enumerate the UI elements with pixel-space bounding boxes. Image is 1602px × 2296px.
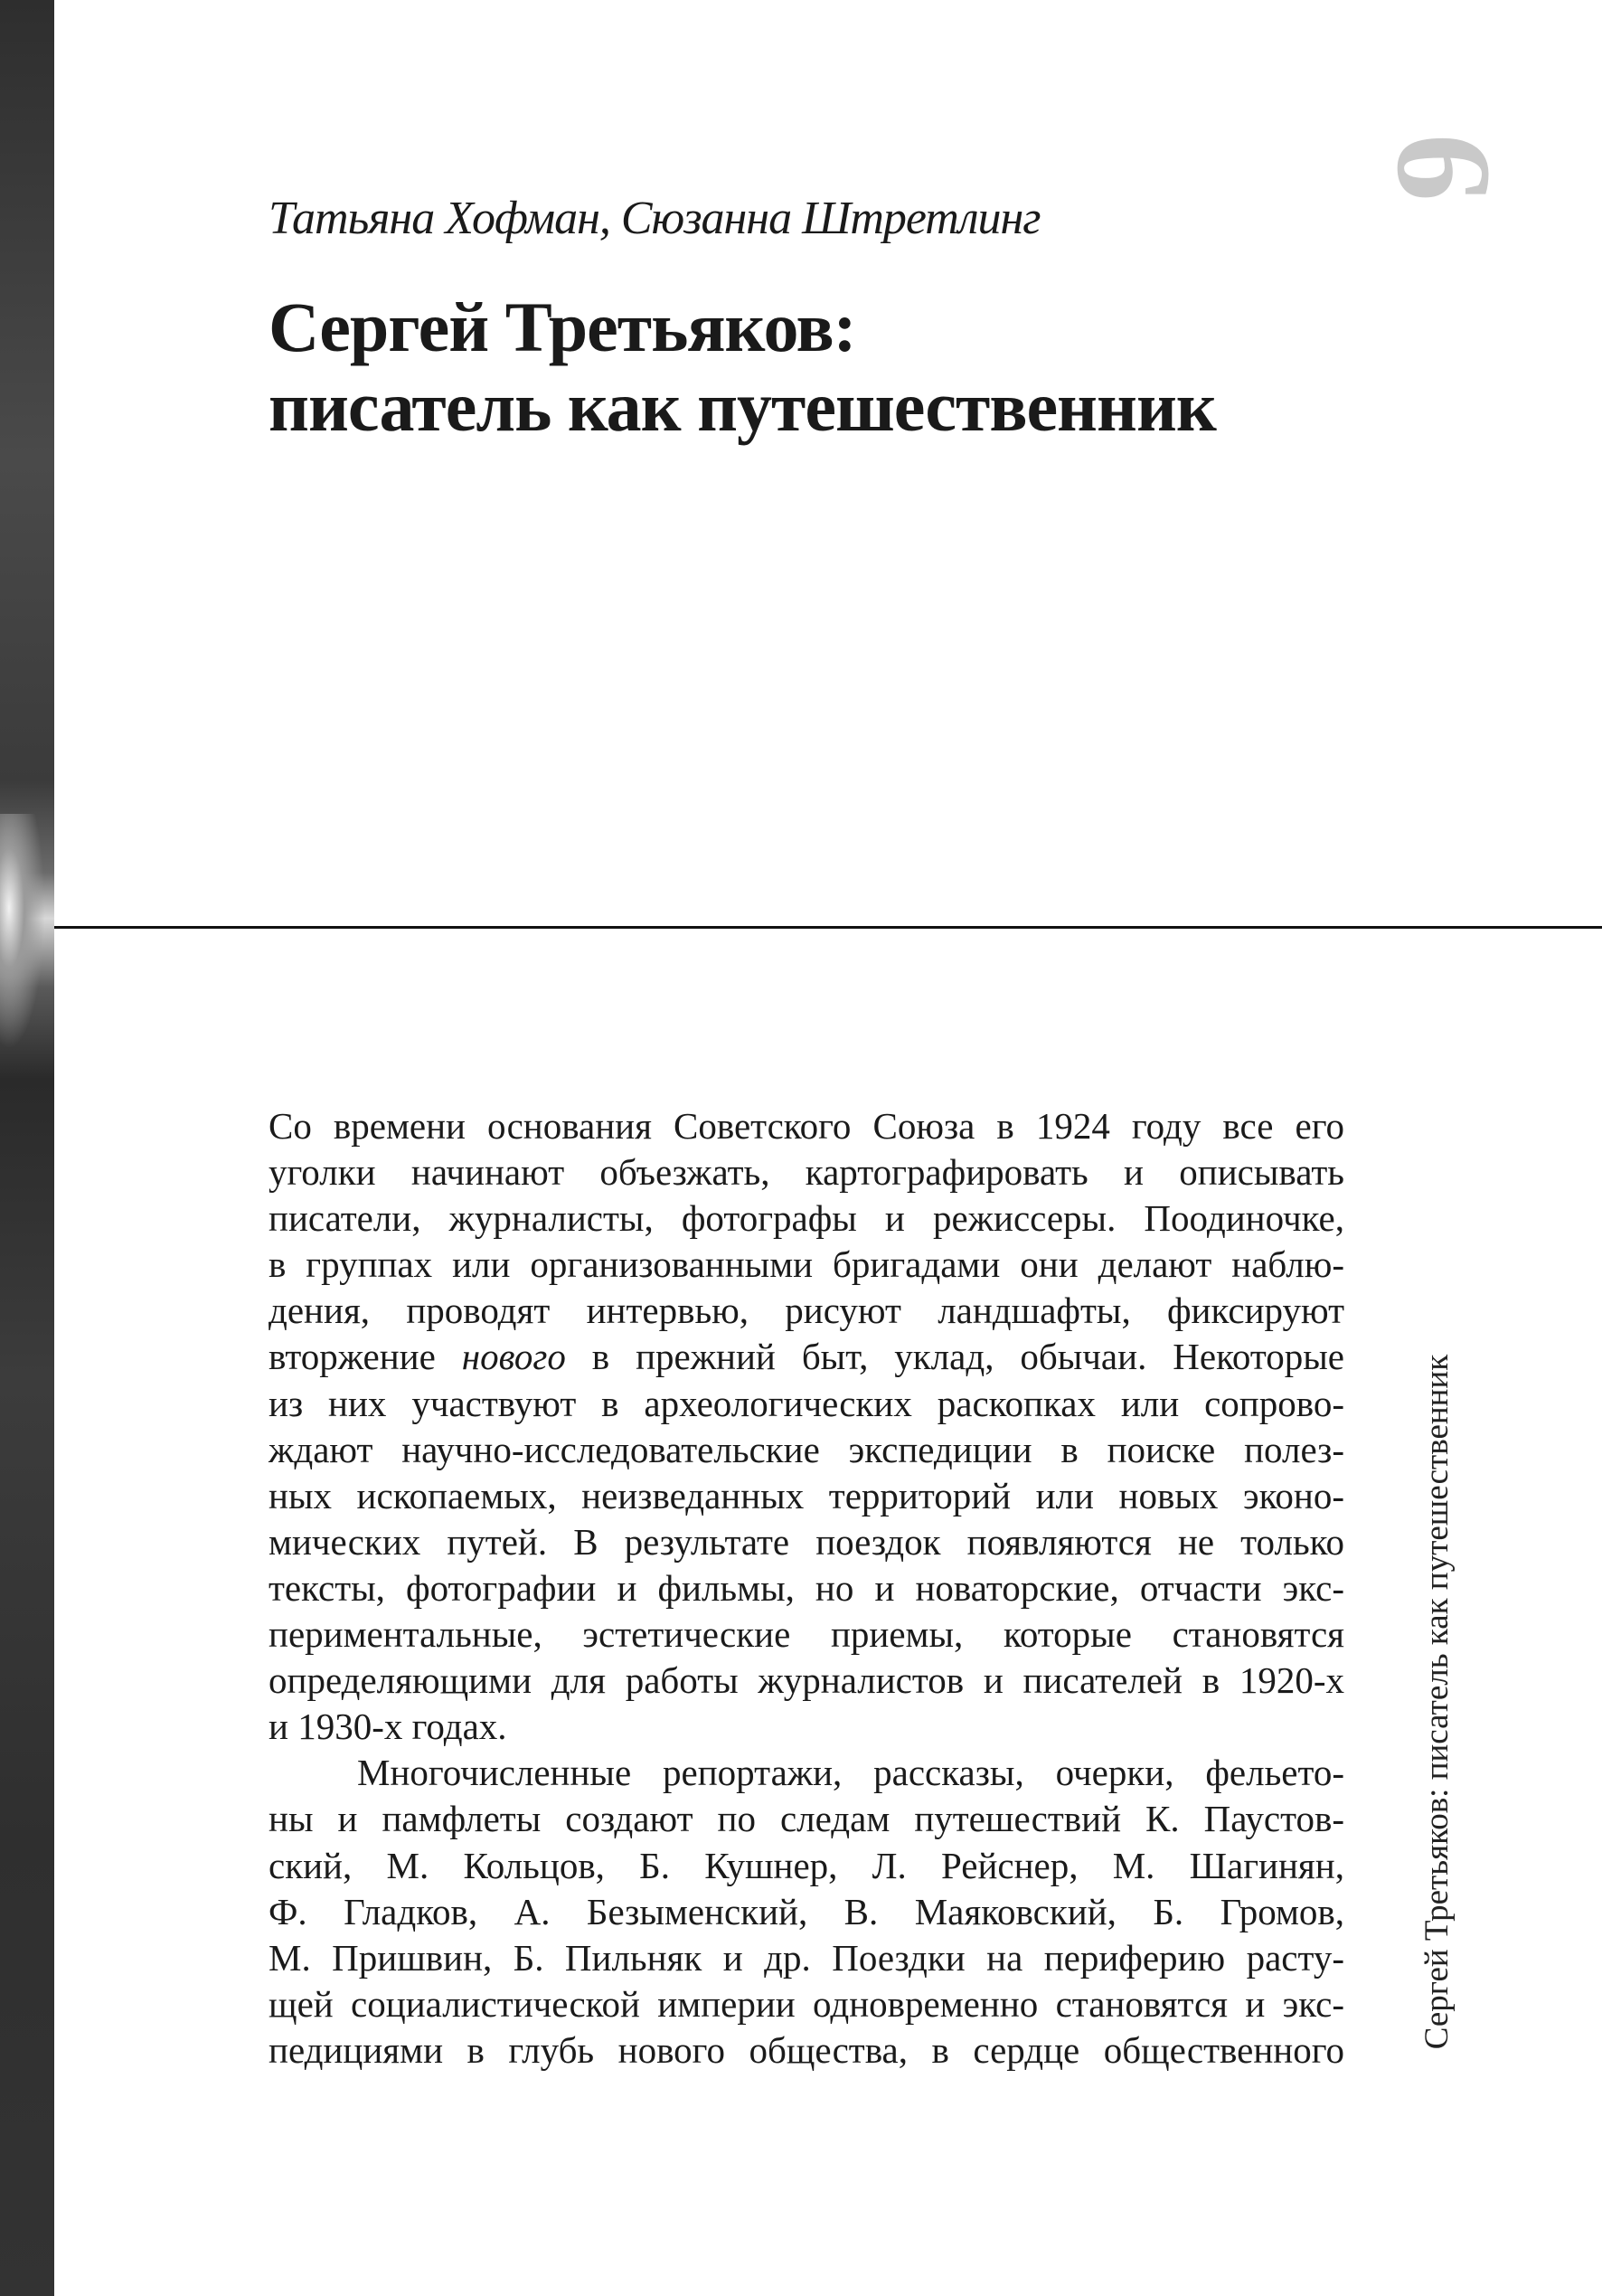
text-segment: вторжение: [269, 1336, 462, 1378]
text-line: М. Пришвин, Б. Пильняк и др. Поездки на периферию расту-: [269, 1936, 1344, 1979]
chapter-title: [269, 288, 1216, 447]
text-line: ждают научно-исследовательские экспедиции в поиске полез-: [269, 1428, 1344, 1470]
text-segment: в прежний быт, уклад, обычаи. Некоторые: [565, 1336, 1344, 1378]
text-line: определяющими для работы журналистов и писателей в 1920-х: [269, 1659, 1344, 1702]
paragraph-2: [269, 1750, 1344, 2074]
text-line: щей социалистической империи одновременно становятся и экс-: [269, 1982, 1344, 2025]
text-line: периментальные, эстетические приемы, которые становятся: [269, 1613, 1344, 1656]
running-head: Сергей Третьяков: писатель как путешественник: [1418, 1354, 1456, 2050]
chapter-authors: Татьяна Хофман, Сюзанна Штретлинг: [269, 193, 1041, 244]
chapter-number: 9: [1367, 133, 1517, 202]
chapter-title-line-2: писатель как путешественник: [269, 367, 1216, 446]
text-line: из них участвуют в археологических раскопках или сопрово-: [269, 1382, 1344, 1424]
chapter-title-line-1: Сергей Третьяков:: [269, 288, 856, 366]
text-line: уголки начинают объезжать, картографировать и описывать: [269, 1151, 1344, 1194]
text-line: Ф. Гладков, А. Безыменский, В. Маяковский, Б. Громов,: [269, 1890, 1344, 1932]
text-line: в группах или организованными бригадами они делают наблю-: [269, 1243, 1344, 1286]
text-line: Со времени основания Советского Союза в 1924 году все его: [269, 1105, 1344, 1147]
text-line: ных ископаемых, неизведанных территорий или новых эконо-: [269, 1474, 1344, 1516]
text-line: ны и памфлеты создают по следам путешествий К. Паустов-: [269, 1798, 1344, 1840]
text-line: ский, М. Кольцов, Б. Кушнер, Л. Рейснер, М. Шагинян,: [269, 1844, 1344, 1886]
text-line: и 1930-х годах.: [269, 1705, 507, 1748]
text-line: Многочисленные репортажи, рассказы, очерки, фельето-: [357, 1752, 1344, 1794]
text-line: педициями в глубь нового общества, в сердце общественного: [269, 2028, 1344, 2071]
text-line: тексты, фотографии и фильмы, но и новаторские, отчасти экс-: [269, 1566, 1344, 1609]
text-line: мических путей. В результате поездок появляются не только: [269, 1520, 1344, 1563]
text-line: писатели, журналисты, фотографы и режиссеры. Поодиночке,: [269, 1197, 1344, 1240]
horizontal-rule: [54, 926, 1602, 929]
text-line: [269, 1334, 1344, 1380]
cover-photo-strip: [0, 0, 54, 2296]
text-line: дения, проводят интервью, рисуют ландшафты, фиксируют: [269, 1290, 1344, 1332]
paragraph-1: [269, 1103, 1344, 1750]
emphasized-word: нового: [461, 1336, 566, 1378]
body-text: [269, 1103, 1344, 2074]
